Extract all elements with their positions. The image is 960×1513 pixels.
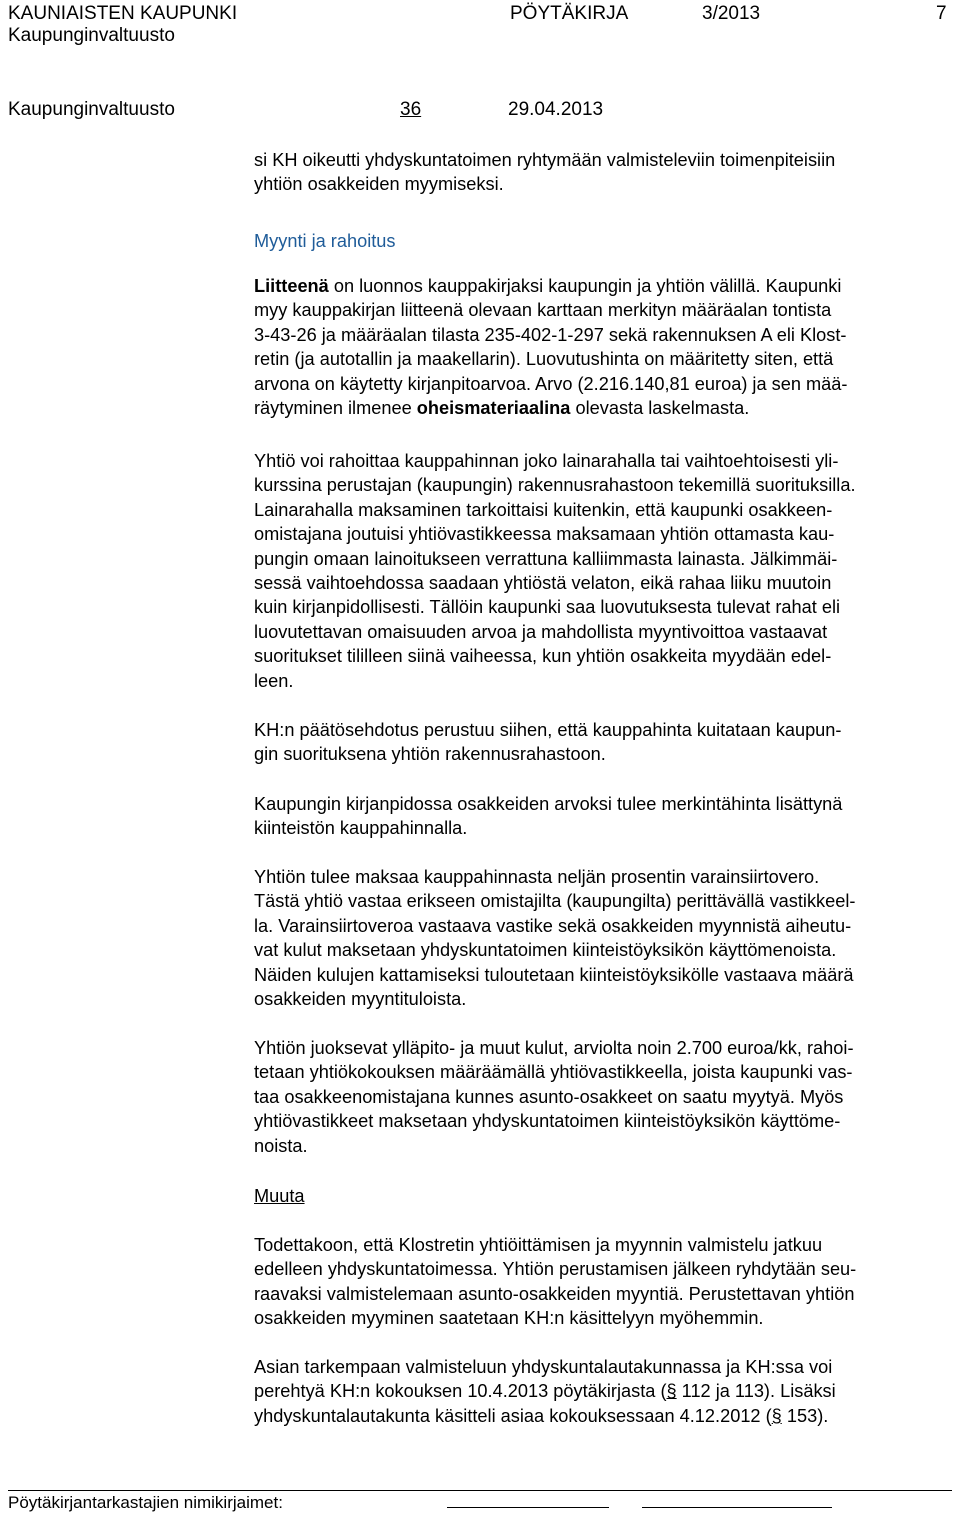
paragraph-line: osakkeiden myyminen saatetaan KH:n käsittelyyn myöhemmin. — [254, 1308, 764, 1329]
paragraph-line: tetaan yhtiökokouksen määräämällä yhtiövastikkeella, joista kaupunki vas- — [254, 1062, 853, 1083]
paragraph-line: gin suorituksena yhtiön rakennusrahastoon. — [254, 744, 606, 765]
paragraph-line: taa osakkeenomistajana kunnes asunto-osakkeet on saatu myytyä. Myös — [254, 1086, 844, 1107]
paragraph-line: leen. — [254, 670, 294, 691]
paragraph-line: la. Varainsiirtoveroa vastaava vastike sekä osakkeiden myynnistä aiheutu- — [254, 915, 852, 936]
intro-line: si KH oikeutti yhdyskuntatoimen ryhtymään valmisteleviin toimenpiteisiin — [254, 150, 836, 170]
paragraph-running-costs — [254, 1036, 960, 1158]
text-run: on luonnos kauppakirjaksi kaupungin ja yhtiön välillä. Kaupunki — [328, 276, 842, 296]
footer-divider — [8, 1490, 952, 1491]
paragraph-line — [254, 1379, 960, 1403]
text-run: 112 ja 113). Lisäksi — [676, 1381, 836, 1402]
header-body-name: Kaupunginvaltuusto — [8, 25, 175, 46]
paragraph-line: retin (ja autotallin ja maakellarin). Luovutushinta on määritetty siten, että — [254, 349, 834, 370]
paragraph-line: Todettakoon, että Klostretin yhtiöittämisen ja myynnin valmistelu jatkuu — [254, 1235, 823, 1255]
meta-section-number: 36 — [400, 99, 422, 120]
signature-line-1[interactable] — [447, 1507, 609, 1508]
paragraph-line: raavaksi valmistelemaan asunto-osakkeiden myyntiä. Perustettavan yhtiön — [254, 1283, 855, 1304]
bold-material-ref: oheismateriaalina — [416, 398, 571, 419]
paragraph-line: vat kulut maksetaan yhdyskuntatoimen kiinteistöyksikön käyttömenoista. — [254, 940, 837, 961]
paragraph-line: Yhtiö voi rahoittaa kauppahinnan joko lainarahalla tai vaihtoehtoisesti yli- — [254, 451, 839, 471]
section-symbol: § — [771, 1405, 782, 1426]
paragraph-line: Kaupungin kirjanpidossa osakkeiden arvoksi tulee merkintähinta lisättynä — [254, 794, 843, 814]
paragraph-line: osakkeiden myyntituloista. — [254, 989, 467, 1010]
signature-line-2[interactable] — [642, 1507, 832, 1508]
paragraph-bookkeeping — [254, 792, 960, 841]
section-symbol: § — [666, 1381, 677, 1402]
header-doc-number: 3/2013 — [702, 3, 761, 24]
paragraph-line: noista. — [254, 1135, 308, 1156]
text-run: perehtyä KH:n kokouksen 10.4.2013 pöytäkirjasta ( — [254, 1381, 667, 1402]
paragraph-line — [254, 1404, 960, 1428]
paragraph-financing — [254, 449, 960, 693]
paragraph-line: KH:n päätösehdotus perustuu siihen, että kauppahinta kuitataan kaupun- — [254, 720, 842, 740]
bold-attachment-ref: Liitteenä — [254, 276, 329, 296]
header-org: KAUNIAISTEN KAUPUNKI — [8, 3, 238, 24]
section-title: Myynti ja rahoitus — [254, 231, 396, 251]
paragraph-line: Asian tarkempaan valmisteluun yhdyskuntalautakunnassa ja KH:ssa voi — [254, 1357, 833, 1377]
paragraph-line — [254, 274, 960, 298]
paragraph-line — [254, 396, 960, 420]
paragraph-transfer-tax — [254, 865, 960, 1011]
footer-signature-label: Pöytäkirjantarkastajien nimikirjaimet: — [8, 1493, 283, 1512]
text-run: yhdyskuntalautakunta käsitteli asiaa kokouksessaan 4.12.2012 ( — [254, 1405, 772, 1426]
paragraph-line: kurssina perustajan (kaupungin) rakennusrahastoon tekemillä suorituksilla. — [254, 475, 856, 496]
paragraph-line: Tästä yhtiö vastaa erikseen omistajilta (kaupungilta) perittävällä vastikkeel- — [254, 891, 856, 912]
paragraph-line: sessä vaihtoehdossa saadaan yhtiöstä velaton, eikä rahaa liiku muutoin — [254, 573, 832, 594]
intro-paragraph — [254, 148, 960, 197]
paragraph-line: luovutettavan omaisuuden arvoa ja mahdollista myyntivoittoa vastaavat — [254, 621, 828, 642]
paragraph-line: 3-43-26 ja määräalan tilasta 235-402-1-297 sekä rakennuksen A eli Klost- — [254, 324, 847, 345]
paragraph-references — [254, 1355, 960, 1428]
paragraph-line: pungin omaan lainoitukseen verrattuna kalliimmasta lainasta. Jälkimmäi- — [254, 548, 838, 569]
paragraph-line: Yhtiön juoksevat ylläpito- ja muut kulut, arviolta noin 2.700 euroa/kk, rahoi- — [254, 1038, 854, 1058]
paragraph-line: Yhtiön tulee maksaa kauppahinnasta neljän prosentin varainsiirtovero. — [254, 867, 820, 887]
paragraph-line: omistajana joutuisi yhtiövastikkeessa maksamaan yhtiön ottamasta kau- — [254, 524, 835, 545]
paragraph-line: arvona on käytetty kirjanpitoarvoa. Arvo (2.216.140,81 euroa) ja sen mää- — [254, 373, 848, 394]
text-run: räytyminen ilmenee — [254, 398, 417, 419]
header-page-number: 7 — [936, 3, 947, 24]
meta-date: 29.04.2013 — [508, 99, 604, 120]
paragraph-line: edelleen yhdyskuntatoimessa. Yhtiön perustamisen jälkeen ryhdytään seu- — [254, 1259, 857, 1280]
paragraph-sale — [254, 274, 960, 420]
paragraph-proposal — [254, 718, 960, 767]
heading-other: Muuta — [254, 1186, 305, 1206]
paragraph-other — [254, 1233, 960, 1331]
paragraph-line: suoritukset tililleen siinä vaiheessa, kun yhtiön osakkeita myydään edel- — [254, 646, 832, 667]
intro-line: yhtiön osakkeiden myymiseksi. — [254, 174, 504, 195]
text-run: olevasta laskelmasta. — [570, 398, 750, 419]
paragraph-line: myy kauppakirjan liitteenä olevaan karttaan merkityn määräalan tontista — [254, 300, 832, 321]
text-run: 153). — [781, 1405, 829, 1426]
meta-body: Kaupunginvaltuusto — [8, 99, 175, 120]
paragraph-line: Lainarahalla maksaminen tarkoittaisi kuitenkin, että kaupunki osakkeen- — [254, 499, 833, 520]
header-doc-type: PÖYTÄKIRJA — [510, 3, 629, 24]
paragraph-line: kuin kirjanpidollisesti. Tällöin kaupunki saa luovutuksesta tulevat rahat eli — [254, 597, 841, 618]
paragraph-line: kiinteistön kauppahinnalla. — [254, 818, 468, 839]
paragraph-line: yhtiövastikkeet maksetaan yhdyskuntatoimen kiinteistöyksikön käyttöme- — [254, 1111, 841, 1132]
paragraph-line: Näiden kulujen kattamiseksi tuloutetaan kiinteistöyksikölle vastaava määrä — [254, 964, 854, 985]
